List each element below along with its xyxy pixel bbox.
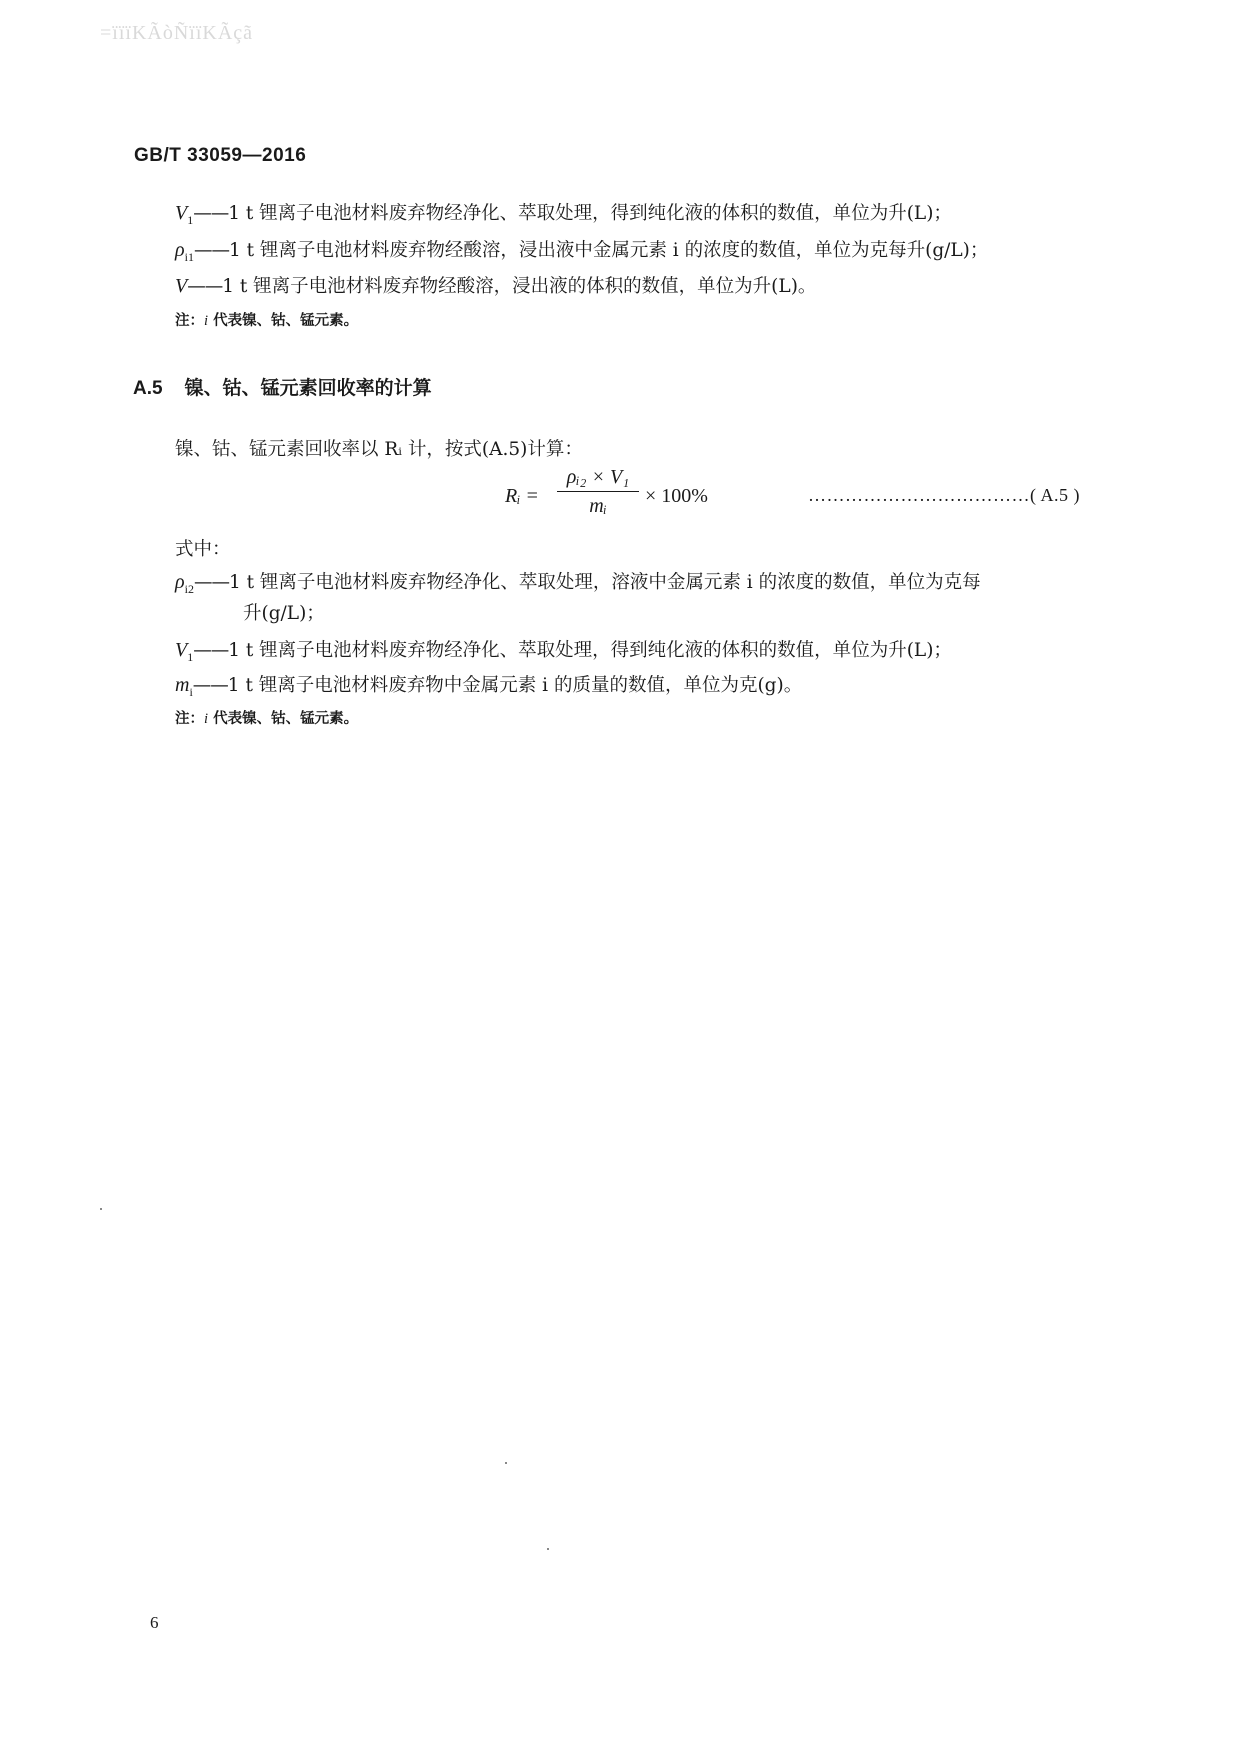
page-number: 6	[150, 1613, 159, 1632]
dash: ——	[193, 203, 229, 224]
definition-row	[175, 637, 952, 670]
scan-speck	[547, 1548, 549, 1550]
note-variable: i	[204, 711, 209, 727]
definition-continuation: 升(g/L)；	[243, 603, 325, 624]
symbol-subscript: 1	[187, 213, 194, 227]
intro-paragraph: 镍、钴、锰元素回收率以 Rᵢ 计，按式(A.5)计算：	[175, 439, 583, 460]
definition-row	[175, 200, 952, 233]
dash: ——	[187, 276, 223, 297]
section-title: 镍、钴、锰元素回收率的计算	[184, 377, 432, 399]
watermark-text: =ïïïKÃòÑïïKÃçã	[100, 22, 254, 44]
definition-text: 1 t 锂离子电池材料废弃物中金属元素 i 的质量的数值，单位为克(g)。	[227, 675, 803, 696]
symbol: V	[175, 202, 188, 224]
symbol: V	[175, 639, 188, 661]
note	[175, 309, 358, 330]
fraction-bar	[557, 491, 639, 492]
section-heading	[133, 373, 432, 400]
symbol-subscript: i	[189, 685, 193, 699]
note-variable: i	[204, 313, 209, 329]
dash: ——	[192, 675, 228, 696]
definition-text: 1 t 锂离子电池材料废弃物经净化、萃取处理，得到纯化液的体积的数值，单位为升(L)；	[228, 203, 952, 224]
definition-row	[175, 273, 816, 306]
standard-id: GB/T 33059—2016	[134, 145, 307, 166]
formula-rhs: × 100%	[645, 485, 708, 507]
formula-label: ………………………………( A.5 )	[808, 485, 1080, 505]
definition-row	[175, 569, 981, 602]
definition-text: 1 t 锂离子电池材料废弃物经酸溶，浸出液的体积的数值，单位为升(L)。	[222, 276, 817, 297]
note	[175, 707, 358, 728]
note-label: 注：	[175, 312, 204, 329]
note-text: 代表镍、钴、锰元素。	[213, 312, 359, 329]
symbol-subscript: i1	[184, 250, 194, 264]
scan-speck	[100, 1208, 102, 1210]
symbol: m	[175, 674, 190, 696]
formula-lhs: Rᵢ =	[505, 485, 539, 507]
symbol-subscript: 1	[187, 650, 194, 664]
symbol: ρ	[175, 571, 185, 593]
section-number: A.5	[133, 378, 163, 399]
symbol: ρ	[175, 239, 185, 261]
dash: ——	[193, 640, 229, 661]
definition-text: 1 t 锂离子电池材料废弃物经净化、萃取处理，得到纯化液的体积的数值，单位为升(L)；	[228, 640, 952, 661]
note-text: 代表镍、钴、锰元素。	[213, 710, 359, 727]
note-label: 注：	[175, 710, 204, 727]
definition-text: 1 t 锂离子电池材料废弃物经酸溶，浸出液中金属元素 i 的浓度的数值，单位为克每升(g/L)；	[228, 240, 989, 261]
scan-speck	[505, 1462, 507, 1464]
formula-denominator: mᵢ	[589, 495, 607, 517]
formula-fraction	[557, 465, 639, 518]
definition-row	[175, 237, 988, 270]
dash: ——	[193, 240, 229, 261]
symbol: V	[175, 275, 188, 297]
where-label: 式中：	[175, 539, 231, 560]
definition-text: 1 t 锂离子电池材料废弃物经净化、萃取处理，溶液中金属元素 i 的浓度的数值，单位为克每	[228, 572, 981, 593]
formula-numerator: ρᵢ₂ × V₁	[566, 466, 630, 488]
formula	[505, 465, 765, 525]
dash: ——	[193, 572, 229, 593]
definition-row	[175, 672, 802, 705]
symbol-subscript: i2	[184, 582, 194, 596]
